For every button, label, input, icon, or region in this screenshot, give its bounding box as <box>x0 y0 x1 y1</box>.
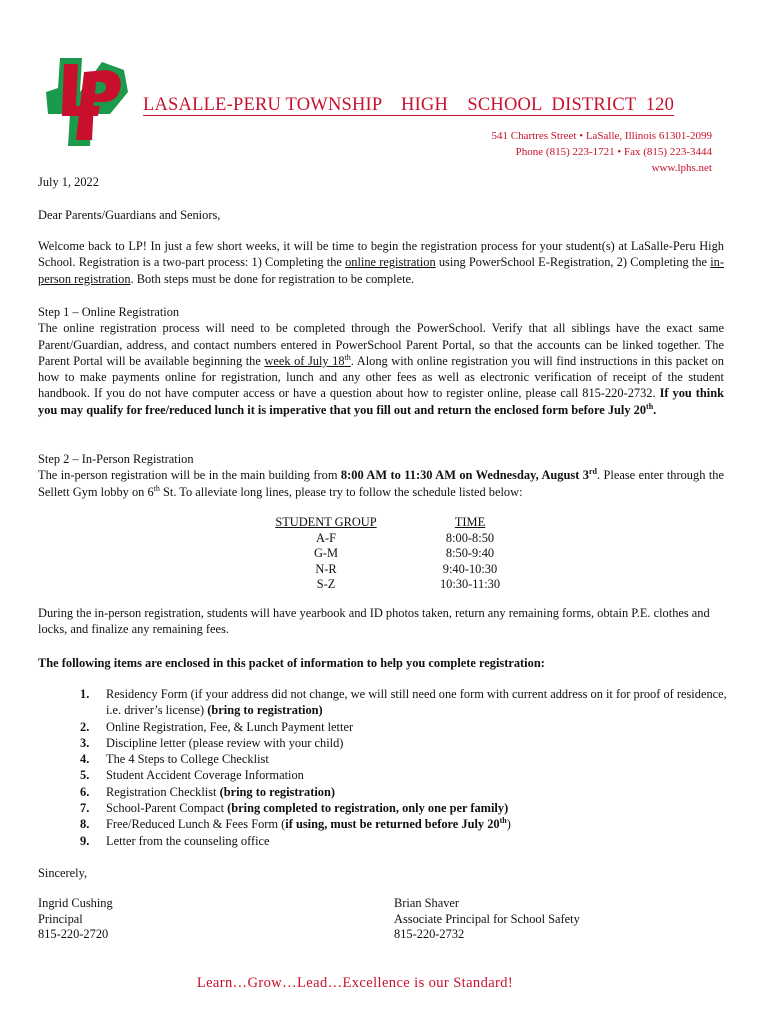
step1-section: Step 1 – Online Registration The online registration process will need to be completed through the PowerSchool. Verify that all siblings have the exact same Parent/Guardian, address, and contact numbers entered in PowerSchool Parent Portal, so that the accounts can be linked together. The Parent Portal will be available beginning the week of July 18th. Along with online registration you will find instructions in this packet on how to make payments online for registration, lunch and any other fees as well as electronic verification of receipt of the student handbook. If you do not have computer access or have a question about how to register online, please call 815-220-2732. If you think you may qualify for free/reduced lunch it is imperative that you fill out and return the enclosed form before July 20th. <box>38 305 724 417</box>
list-item: 2. Online Registration, Fee, & Lunch Payment letter <box>80 719 354 734</box>
step2-section: Step 2 – In-Person Registration The in-person registration will be in the main building from 8:00 AM to 11:30 AM on Wednesday, August 3rd. Please enter through the Sellett Gym lobby on 6th St. To alleviate long lines, please try to follow the schedule listed below: <box>38 452 724 499</box>
closing: Sincerely, <box>38 866 88 880</box>
address-line: 541 Chartres Street • LaSalle, Illinois 61301-2099 <box>491 130 712 142</box>
schedule-header-group: STUDENT GROUP <box>275 515 377 529</box>
list-item: 4. The 4 Steps to College Checklist <box>80 752 269 767</box>
step1-heading: Step 1 – Online Registration <box>38 305 180 319</box>
signer-phone: 815-220-2720 <box>38 927 109 941</box>
schedule-time: 8:00-8:50 <box>445 530 495 545</box>
signer-phone: 815-220-2732 <box>394 927 465 941</box>
list-item: 1. Residency Form (if your address did not change, we will still need one form with current address on it for proof of residence, i.e. driver’s license) (bring to registration) <box>80 687 727 718</box>
signer-title: Principal <box>38 911 83 926</box>
enclosed-list <box>80 686 730 849</box>
district-name: LASALLE-PERU TOWNSHIP HIGH SCHOOL DISTRICT 120 <box>143 95 675 115</box>
greeting: Dear Parents/Guardians and Seniors, <box>38 208 221 222</box>
during-paragraph: During the in-person registration, students will have yearbook and ID photos taken, return any remaining forms, obtain P.E. clothes and locks, and finalize any remaining fees. <box>38 606 710 637</box>
list-item: 9. Letter from the counseling office <box>80 833 270 848</box>
letter-date: July 1, 2022 <box>38 175 99 189</box>
enclosed-heading: The following items are enclosed in this packet of information to help you complete registration: <box>38 656 545 670</box>
list-item: 6. Registration Checklist (bring to registration) <box>80 784 335 799</box>
schedule-group: A-F <box>316 530 336 545</box>
footer-motto: Learn…Grow…Lead…Excellence is our Standard! <box>196 975 514 991</box>
schedule-time: 10:30-11:30 <box>439 577 501 591</box>
intro-paragraph: Welcome back to LP! In just a few short weeks, it will be time to begin the registration process for your student(s) at LaSalle-Peru High School. Registration is a two-part process: 1) Completing the online registration using PowerSchool E-Registration, 2) Completing the in-person registration. Both steps must be done for registration to be complete. <box>38 239 724 286</box>
list-item: 8. Free/Reduced Lunch & Fees Form (if using, must be returned before July 20th) <box>80 816 511 832</box>
online-registration-text: online registration <box>345 255 436 270</box>
signature-principal <box>38 896 113 943</box>
in-person-registration-text: in-person registration <box>38 255 724 286</box>
schedule-group: N-R <box>315 561 337 576</box>
website: www.lphs.net <box>651 162 712 174</box>
list-item: 7. School-Parent Compact (bring completed to registration, only one per family) <box>80 801 509 816</box>
schedule-time: 8:50-9:40 <box>445 546 495 560</box>
schedule-header-time: TIME <box>454 515 486 529</box>
signer-name: Brian Shaver <box>394 896 460 910</box>
signature-associate-principal <box>394 896 580 943</box>
list-item: 3. Discipline letter (please review with your child) <box>80 735 344 750</box>
list-item: 5. Student Accident Coverage Information <box>80 768 304 783</box>
step2-heading: Step 2 – In-Person Registration <box>38 452 194 466</box>
school-logo <box>40 52 132 152</box>
schedule-time: 9:40-10:30 <box>442 561 498 576</box>
signer-title: Associate Principal for School Safety <box>394 911 580 926</box>
signer-name: Ingrid Cushing <box>38 896 113 910</box>
phone-fax-line: Phone (815) 223-1721 • Fax (815) 223-3444 <box>515 146 712 158</box>
schedule-group: S-Z <box>316 577 336 591</box>
schedule-group: G-M <box>313 546 339 560</box>
